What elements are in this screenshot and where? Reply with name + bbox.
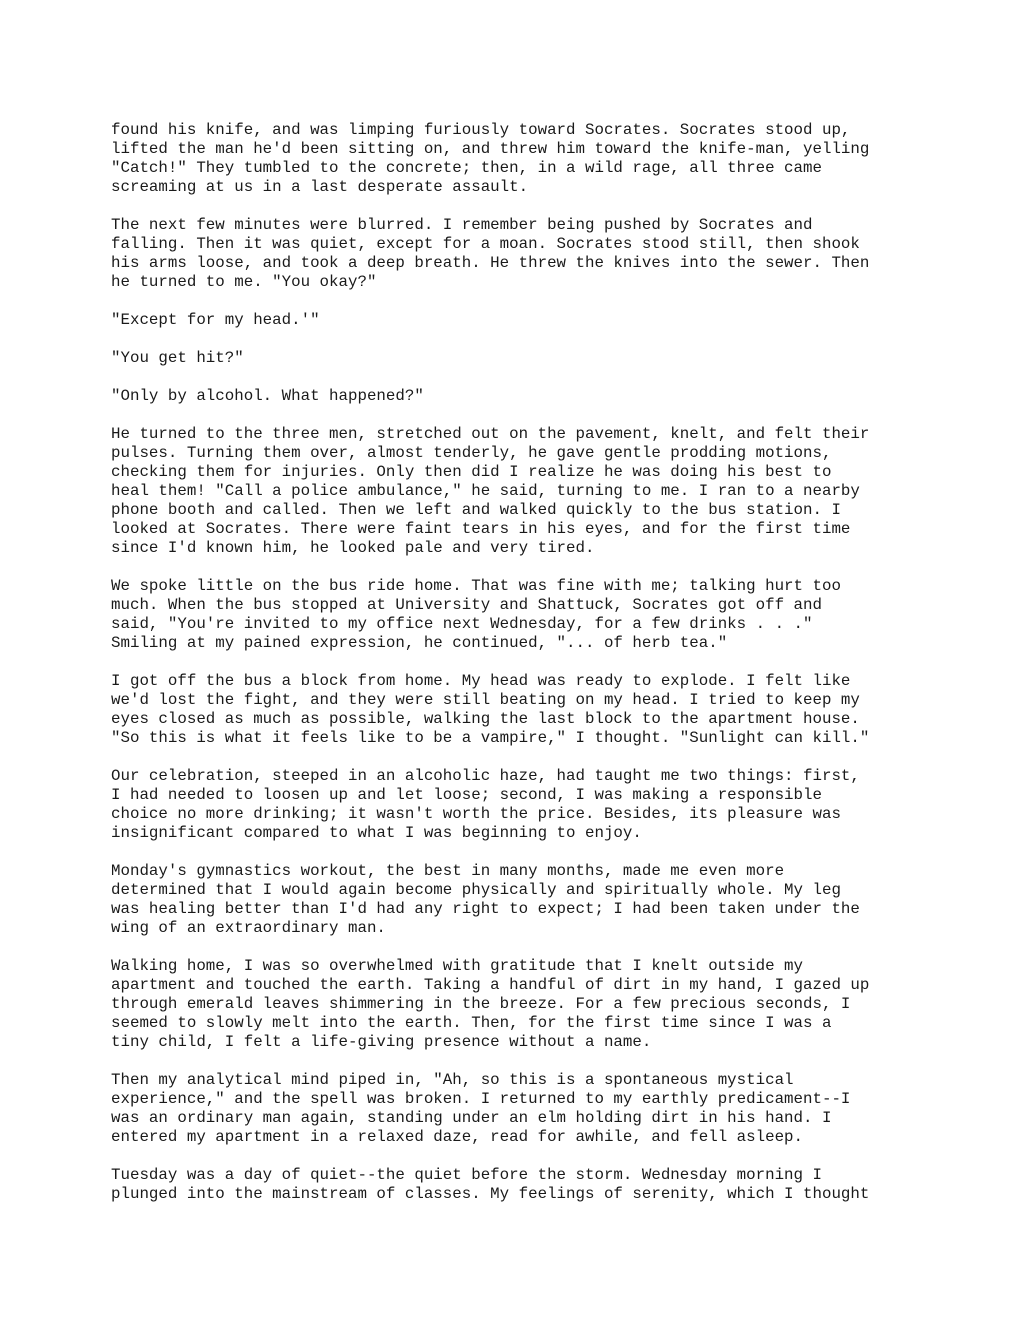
text-line: Then my analytical mind piped in, "Ah, so this is a spontaneous mystical (111, 1071, 794, 1089)
text-line: "Except for my head.'" (111, 311, 320, 329)
text-line: seemed to slowly melt into the earth. Then, for the first time since I was a (111, 1014, 832, 1032)
text-line: "Only by alcohol. What happened?" (111, 387, 424, 405)
document-page (111, 121, 931, 1223)
text-line: "You get hit?" (111, 349, 244, 367)
text-line: looked at Socrates. There were faint tears in his eyes, and for the first time (111, 520, 851, 538)
text-line: through emerald leaves shimmering in the breeze. For a few precious seconds, I (111, 995, 851, 1013)
text-line: eyes closed as much as possible, walking the last block to the apartment house. (111, 710, 860, 728)
text-line: choice no more drinking; it wasn't worth the price. Besides, its pleasure was (111, 805, 841, 823)
text-line: heal them! "Call a police ambulance," he said, turning to me. I ran to a nearby (111, 482, 860, 500)
text-line: apartment and touched the earth. Taking a handful of dirt in my hand, I gazed up (111, 976, 870, 994)
text-line: phone booth and called. Then we left and walked quickly to the bus station. I (111, 501, 841, 519)
text-line: plunged into the mainstream of classes. My feelings of serenity, which I thought (111, 1185, 870, 1203)
text-line: wing of an extraordinary man. (111, 919, 386, 937)
text-line: falling. Then it was quiet, except for a moan. Socrates stood still, then shook (111, 235, 860, 253)
text-line: Our celebration, steeped in an alcoholic haze, had taught me two things: first, (111, 767, 860, 785)
text-line: determined that I would again become physically and spiritually whole. My leg (111, 881, 841, 899)
text-line: I got off the bus a block from home. My head was ready to explode. I felt like (111, 672, 851, 690)
paragraph-10 (111, 862, 931, 938)
text-line: checking them for injuries. Only then did I realize he was doing his best to (111, 463, 832, 481)
paragraph-8 (111, 672, 931, 748)
paragraph-4 (111, 349, 931, 368)
text-line: pulses. Turning them over, almost tenderly, he gave gentle prodding motions, (111, 444, 832, 462)
paragraph-11 (111, 957, 931, 1052)
text-line: was healing better than I'd had any right to expect; I had been taken under the (111, 900, 860, 918)
text-line: He turned to the three men, stretched out on the pavement, knelt, and felt their (111, 425, 870, 443)
paragraph-1 (111, 121, 931, 197)
paragraph-12 (111, 1071, 931, 1147)
text-line: We spoke little on the bus ride home. That was fine with me; talking hurt too (111, 577, 841, 595)
text-line: since I'd known him, he looked pale and very tired. (111, 539, 595, 557)
text-line: tiny child, I felt a life-giving presence without a name. (111, 1033, 652, 1051)
text-line: experience," and the spell was broken. I returned to my earthly predicament--I (111, 1090, 851, 1108)
text-line: his arms loose, and took a deep breath. He threw the knives into the sewer. Then (111, 254, 870, 272)
text-line: lifted the man he'd been sitting on, and threw him toward the knife-man, yelling (111, 140, 870, 158)
text-line: insignificant compared to what I was beginning to enjoy. (111, 824, 642, 842)
paragraph-13 (111, 1166, 931, 1204)
text-line: much. When the bus stopped at University and Shattuck, Socrates got off and (111, 596, 822, 614)
text-line: screaming at us in a last desperate assault. (111, 178, 529, 196)
text-line: found his knife, and was limping furiously toward Socrates. Socrates stood up, (111, 121, 851, 139)
text-line: "So this is what it feels like to be a vampire," I thought. "Sunlight can kill." (111, 729, 870, 747)
text-line: Tuesday was a day of quiet--the quiet before the storm. Wednesday morning I (111, 1166, 822, 1184)
text-line: I had needed to loosen up and let loose; second, I was making a responsible (111, 786, 822, 804)
paragraph-2 (111, 216, 931, 292)
paragraph-7 (111, 577, 931, 653)
text-line: Smiling at my pained expression, he continued, "... of herb tea." (111, 634, 728, 652)
text-line: he turned to me. "You okay?" (111, 273, 377, 291)
text-line: said, "You're invited to my office next Wednesday, for a few drinks . . ." (111, 615, 813, 633)
text-line: Monday's gymnastics workout, the best in many months, made me even more (111, 862, 785, 880)
text-line: Walking home, I was so overwhelmed with gratitude that I knelt outside my (111, 957, 804, 975)
paragraph-9 (111, 767, 931, 843)
paragraph-5 (111, 387, 931, 406)
paragraph-6 (111, 425, 931, 558)
text-line: The next few minutes were blurred. I remember being pushed by Socrates and (111, 216, 813, 234)
paragraph-3 (111, 311, 931, 330)
text-line: we'd lost the fight, and they were still beating on my head. I tried to keep my (111, 691, 860, 709)
text-line: was an ordinary man again, standing under an elm holding dirt in his hand. I (111, 1109, 832, 1127)
text-line: entered my apartment in a relaxed daze, read for awhile, and fell asleep. (111, 1128, 804, 1146)
text-line: "Catch!" They tumbled to the concrete; then, in a wild rage, all three came (111, 159, 822, 177)
